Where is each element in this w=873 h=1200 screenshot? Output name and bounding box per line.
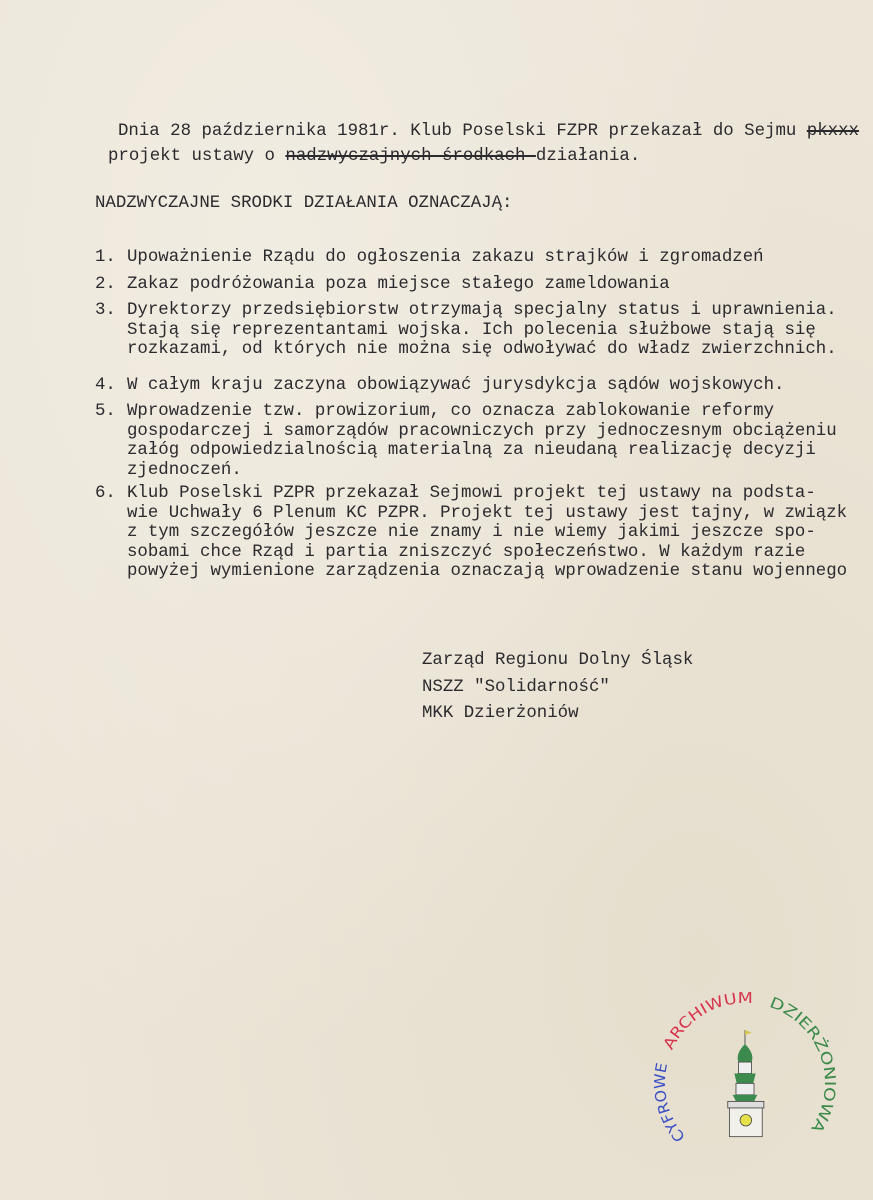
intro-line-1-struck: pkxxx [806,122,859,141]
item-number: 6. [95,484,116,503]
item-line: Dyrektorzy przedsiębiorstw otrzymają specjalny status i uprawnienia. [127,301,837,320]
item-line: wie Uchwały 6 Plenum KC PZPR. Projekt tej ustawy jest tajny, w związk [127,503,848,523]
item-line: gospodarczej i samorządów pracowniczych przy jednoczesnym obciążeniu [127,421,837,441]
list-item-1 [95,248,764,268]
stamp-word-archiwum: ARCHIWUM [659,989,751,1053]
intro-line-1 [118,122,859,142]
item-number: 5. [95,402,116,421]
item-line: Klub Poselski PZPR przekazał Sejmowi projekt tej ustawy na podsta- [127,484,816,503]
list-item-2 [95,275,670,295]
town-hall-tower-icon [728,1030,764,1137]
item-line: powyżej wymienione zarządzenia oznaczają wprowadzenie stanu wojennego [127,562,848,581]
item-number: 4. [95,376,116,395]
intro-line-2-struck: nadzwyczajnych środkach [285,147,536,166]
item-line: Zakaz podróżowania poza miejsce stałego zameldowania [127,275,670,294]
list-item-6 [95,484,847,582]
item-line: załóg odpowiedzialnością materialną za nieudaną realizację decyzji [127,441,816,460]
stamp-word-cyfrowe: CYFROWE [650,1061,689,1146]
list-item-5 [95,402,837,480]
item-number: 2. [95,275,116,294]
item-line: z tym szczegółów jeszcze nie znamy i nie wiemy jakimi jeszcze spo- [127,523,816,542]
intro-line-2-post: działania. [535,147,641,166]
list-item-3 [95,301,837,360]
intro-line-2 [108,147,640,167]
item-line: Upoważnienie Rządu do ogłoszenia zakazu strajków i zgromadzeń [127,248,764,267]
item-line: Stają się reprezentantami wojska. Ich polecenia służbowe stają się [127,320,816,340]
item-number: 3. [95,301,116,320]
intro-line-1-text: Dnia 28 października 1981r. Klub Poselski FZPR przekazał do Sejmu [118,122,807,141]
item-line: Wprowadzenie tzw. prowizorium, co oznacza zablokowanie reformy [127,402,775,421]
signature-line: Zarząd Regionu Dolny Śląsk [422,651,694,670]
archive-logo-stamp [640,985,850,1175]
signature-line: MKK Dzierżoniów [422,704,579,723]
signature-block [422,648,693,728]
item-number: 1. [95,248,116,267]
intro-line-2-pre: projekt ustawy o [108,147,286,166]
heading: NADZWYCZAJNE SRODKI DZIAŁANIA OZNACZAJĄ: [95,194,513,213]
item-line: W całym kraju zaczyna obowiązywać jurysdykcja sądów wojskowych. [127,376,785,395]
signature-line: NSZZ "Solidarność" [422,677,610,697]
item-line: sobami chce Rząd i partia zniszczyć społeczeństwo. W każdym razie [127,542,806,562]
stamp-word-dzierzoniowa: DZIERŻONIOWA [767,993,840,1134]
list-item-4 [95,376,784,396]
item-line: rozkazami, od których nie można się odwoływać do władz zwierzchnich. [127,340,837,359]
item-line: zjednoczeń. [127,460,242,480]
